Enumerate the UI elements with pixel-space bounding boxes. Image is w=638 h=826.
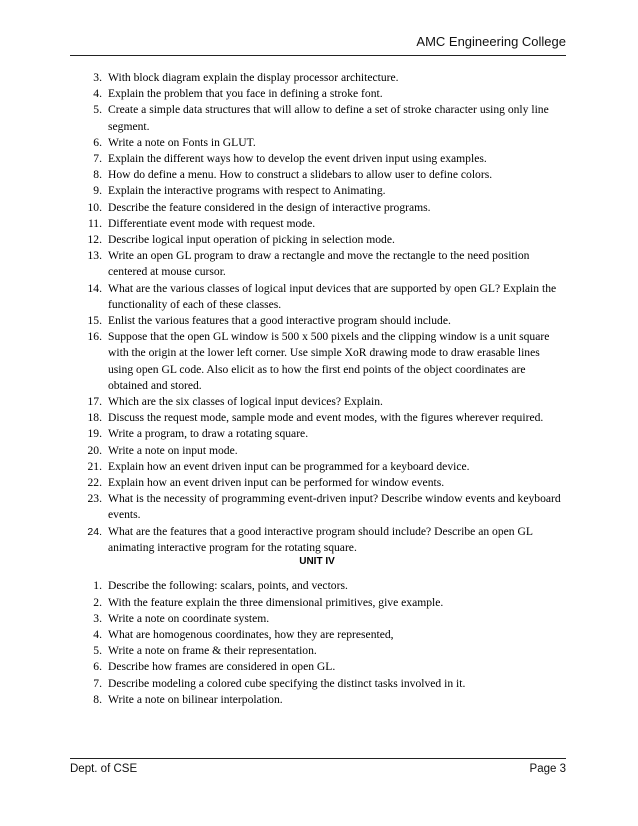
question-number: 5. bbox=[93, 103, 102, 117]
question-number: 18. bbox=[87, 411, 102, 425]
question-number: 9. bbox=[93, 184, 102, 198]
unit-4-questions bbox=[72, 578, 562, 708]
question-text: Describe how frames are considered in open GL. bbox=[108, 660, 336, 674]
question-item bbox=[72, 394, 562, 410]
question-text: Enlist the various features that a good interactive program should include. bbox=[108, 314, 451, 328]
question-text: Write an open GL program to draw a rectangle and move the rectangle to the need position centered at mouse cursor. bbox=[108, 249, 530, 279]
question-number: 2. bbox=[93, 595, 102, 609]
question-number: 21. bbox=[87, 459, 102, 473]
question-text: Write a note on bilinear interpolation. bbox=[108, 692, 283, 706]
question-text: Which are the six classes of logical input devices? Explain. bbox=[108, 395, 383, 409]
question-text: Explain how an event driven input can be programmed for a keyboard device. bbox=[108, 459, 470, 473]
question-number: 16. bbox=[87, 330, 102, 344]
question-number: 24. bbox=[87, 525, 102, 538]
question-number: 13. bbox=[87, 249, 102, 263]
question-item bbox=[72, 232, 562, 248]
question-text: What are the features that a good interactive program should include? Describe an open GL animating interactive program for the rotating square. bbox=[108, 524, 533, 554]
question-item bbox=[72, 595, 562, 611]
question-item bbox=[72, 248, 562, 280]
footer-page-number: Page 3 bbox=[529, 763, 566, 775]
question-text: Differentiate event mode with request mode. bbox=[108, 216, 316, 230]
question-item bbox=[72, 102, 562, 134]
question-text: With block diagram explain the display processor architecture. bbox=[108, 71, 399, 84]
question-number: 7. bbox=[93, 676, 102, 690]
question-text: Write a note on frame & their representation. bbox=[108, 644, 317, 658]
question-item bbox=[72, 676, 562, 692]
question-item bbox=[72, 329, 562, 394]
question-text: Discuss the request mode, sample mode and event modes, with the figures wherever required. bbox=[108, 411, 544, 425]
question-text: Create a simple data structures that will allow to define a set of stroke character using only line segment. bbox=[108, 103, 549, 133]
question-item bbox=[72, 167, 562, 183]
question-number: 8. bbox=[93, 168, 102, 182]
question-text: What are homogenous coordinates, how they are represented, bbox=[108, 627, 394, 641]
question-item bbox=[72, 281, 562, 313]
question-text: Describe the following: scalars, points, and vectors. bbox=[108, 579, 348, 593]
question-text: Describe logical input operation of picking in selection mode. bbox=[108, 233, 395, 247]
question-number: 3. bbox=[93, 611, 102, 625]
question-item bbox=[72, 659, 562, 675]
question-text: Explain how an event driven input can be performed for window events. bbox=[108, 476, 445, 490]
question-item bbox=[72, 524, 562, 556]
question-item bbox=[72, 86, 562, 102]
question-item bbox=[72, 491, 562, 523]
question-item bbox=[72, 475, 562, 491]
question-number: 6. bbox=[93, 135, 102, 149]
question-number: 7. bbox=[93, 152, 102, 166]
question-number: 10. bbox=[87, 200, 102, 214]
question-text: Explain the interactive programs with respect to Animating. bbox=[108, 184, 386, 198]
question-text: What are the various classes of logical input devices that are supported by open GL? Explain the functionality of each of these classes. bbox=[108, 281, 557, 311]
question-item bbox=[72, 459, 562, 475]
unit-3-questions bbox=[72, 70, 562, 556]
unit-4-title: UNIT IV bbox=[299, 556, 335, 568]
footer-divider bbox=[70, 758, 566, 759]
question-number: 14. bbox=[87, 281, 102, 295]
question-item bbox=[72, 578, 562, 594]
question-item bbox=[72, 643, 562, 659]
question-number: 11. bbox=[87, 216, 102, 230]
question-number: 12. bbox=[87, 233, 102, 247]
question-item bbox=[72, 313, 562, 329]
question-item bbox=[72, 183, 562, 199]
question-item bbox=[72, 692, 562, 708]
question-item bbox=[72, 151, 562, 167]
header-divider bbox=[70, 55, 566, 56]
question-number: 3. bbox=[93, 71, 102, 84]
question-item bbox=[72, 216, 562, 232]
question-text: Write a note on input mode. bbox=[108, 443, 238, 457]
question-text: Write a program, to draw a rotating square. bbox=[108, 427, 309, 441]
question-number: 8. bbox=[93, 692, 102, 706]
question-item bbox=[72, 627, 562, 643]
question-text: How do define a menu. How to construct a slidebars to allow user to define colors. bbox=[108, 168, 493, 182]
question-item bbox=[72, 611, 562, 627]
question-number: 5. bbox=[93, 644, 102, 658]
question-number: 17. bbox=[87, 395, 102, 409]
question-text: Describe modeling a colored cube specifying the distinct tasks involved in it. bbox=[108, 676, 466, 690]
question-list bbox=[72, 70, 562, 708]
question-text: What is the necessity of programming event-driven input? Describe window events and keyboard events. bbox=[108, 492, 561, 522]
question-text: With the feature explain the three dimensional primitives, give example. bbox=[108, 595, 444, 609]
question-text: Explain the different ways how to develop the event driven input using examples. bbox=[108, 152, 487, 166]
footer-department: Dept. of CSE bbox=[70, 763, 138, 775]
question-item bbox=[72, 443, 562, 459]
question-number: 15. bbox=[87, 314, 102, 328]
question-text: Write a note on coordinate system. bbox=[108, 611, 270, 625]
question-number: 22. bbox=[87, 476, 102, 490]
question-number: 20. bbox=[87, 443, 102, 457]
question-text: Write a note on Fonts in GLUT. bbox=[108, 135, 256, 149]
question-item bbox=[72, 200, 562, 216]
question-item bbox=[72, 70, 562, 86]
question-text: Explain the problem that you face in defining a stroke font. bbox=[108, 87, 383, 101]
question-item bbox=[72, 426, 562, 442]
question-number: 1. bbox=[93, 579, 102, 593]
question-number: 19. bbox=[87, 427, 102, 441]
question-text: Suppose that the open GL window is 500 x 500 pixels and the clipping window is a unit square with the origin at the lower left corner. Use simple XoR drawing mode to draw erasable lines using open GL code. Also elicit as to how the first end points of the object coordinates are obtained and stored. bbox=[108, 330, 550, 392]
page-header-college: AMC Engineering College bbox=[416, 34, 566, 49]
question-text: Describe the feature considered in the design of interactive programs. bbox=[108, 200, 431, 214]
question-item bbox=[72, 410, 562, 426]
question-number: 23. bbox=[87, 492, 102, 506]
question-number: 4. bbox=[93, 627, 102, 641]
question-item bbox=[72, 135, 562, 151]
question-number: 6. bbox=[93, 660, 102, 674]
question-number: 4. bbox=[93, 87, 102, 101]
